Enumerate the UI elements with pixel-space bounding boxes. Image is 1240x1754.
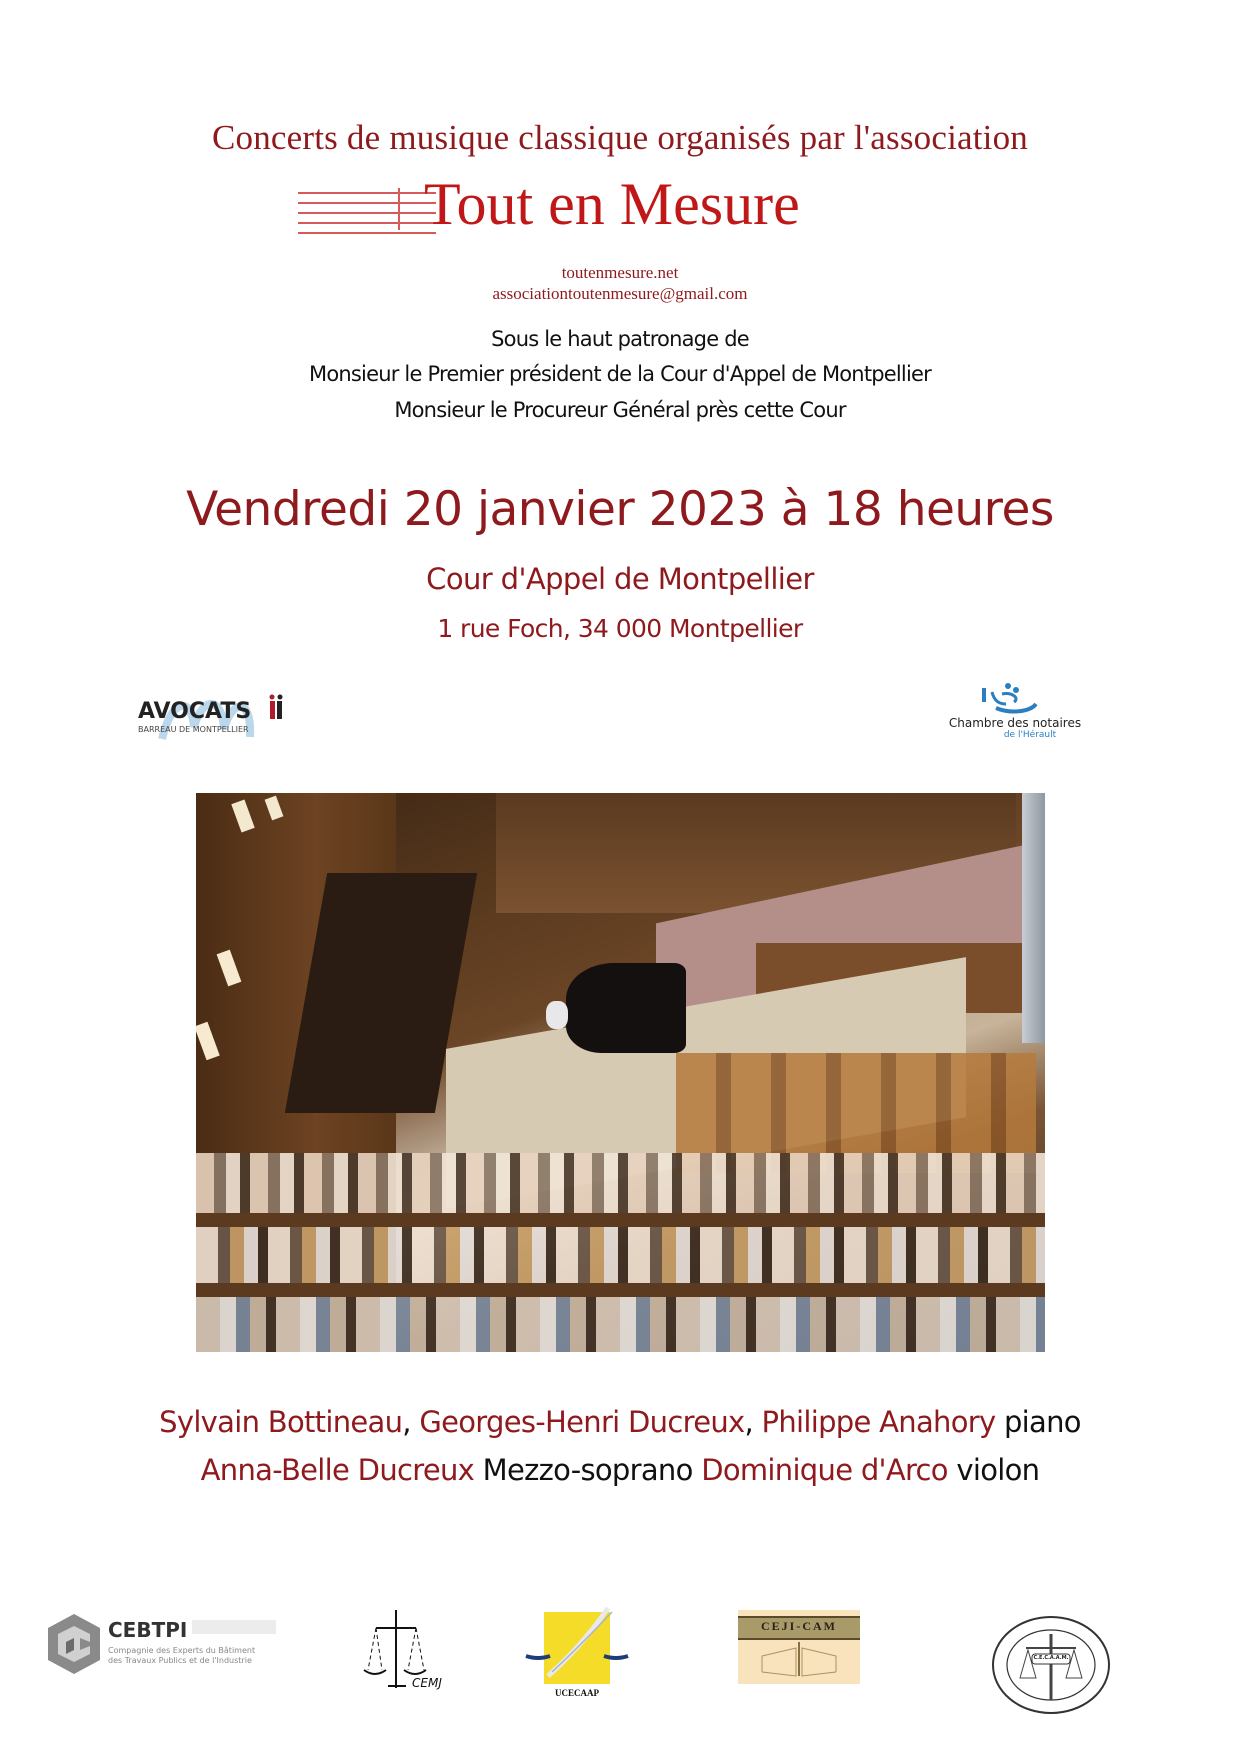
performer-name: Georges-Henri Ducreux — [419, 1405, 745, 1439]
ceji-cam-name: CEJI-CAM — [761, 1619, 837, 1633]
avocats-name: AVOCATS — [138, 699, 252, 724]
email-link[interactable]: associationtoutenmesure@gmail.com — [492, 284, 748, 303]
patronage-heading: Sous le haut patronage de — [491, 327, 749, 351]
performer-name: Anna-Belle Ducreux — [200, 1453, 475, 1487]
event-address: 1 rue Foch, 34 000 Montpellier — [437, 614, 803, 643]
avocats-subtitle: BARREAU DE MONTPELLIER — [138, 725, 249, 734]
intro-heading: Concerts de musique classique organisés par l'association — [211, 118, 1029, 157]
ucecaap-name: UCECAAP — [555, 1688, 599, 1698]
performer-name: Dominique d'Arco — [701, 1453, 948, 1487]
website-link[interactable]: toutenmesure.net — [561, 263, 679, 282]
notaires-subtitle: de l'Hérault — [1003, 730, 1057, 740]
performers-line-1 — [0, 1405, 1240, 1439]
cecaam-seal-icon — [990, 1614, 1112, 1716]
ceji-cam-building-icon — [758, 1642, 840, 1680]
cebtpi-cube-icon — [46, 1612, 102, 1676]
association-logo — [296, 171, 896, 246]
cebtpi-subtitle: des Travaux Publics et de l'Industrie — [108, 1656, 252, 1665]
ucecaap-emblem-icon — [522, 1606, 632, 1686]
ceji-cam-logo — [738, 1610, 860, 1684]
notaires-name: Chambre des notaires — [948, 716, 1082, 730]
association-name: Tout en Mesure — [424, 171, 800, 237]
notaires-logo — [940, 680, 1090, 742]
concert-photo — [196, 793, 1045, 1352]
event-date: Vendredi 20 janvier 2023 à 18 heures — [186, 482, 1054, 537]
cecaam-name: C.E.C.A.A.M. — [1033, 1655, 1069, 1661]
cebtpi-subtitle: Compagnie des Experts du Bâtiment — [108, 1646, 256, 1655]
performer-role: Mezzo-soprano — [474, 1453, 702, 1487]
performer-role: piano — [995, 1405, 1081, 1439]
separator: , — [744, 1405, 762, 1439]
ucecaap-logo — [522, 1606, 632, 1702]
cemj-logo — [360, 1606, 460, 1694]
cemj-name: CEMJ — [412, 1676, 442, 1690]
cebtpi-logo — [46, 1612, 286, 1676]
performers-line-2 — [0, 1453, 1240, 1487]
notaires-emblem-icon — [940, 680, 1090, 716]
cebtpi-name: CEBTPI — [108, 1618, 188, 1642]
patronage-line: Monsieur le Procureur Général près cette Cour — [394, 398, 846, 422]
avocats-logo — [132, 687, 292, 749]
performer-name: Sylvain Bottineau — [159, 1405, 403, 1439]
patronage-line: Monsieur le Premier président de la Cour d'Appel de Montpellier — [309, 362, 931, 386]
separator: , — [402, 1405, 420, 1439]
performer-name: Philippe Anahory — [761, 1405, 996, 1439]
cecaam-logo — [990, 1614, 1112, 1716]
performer-role: violon — [947, 1453, 1040, 1487]
event-venue: Cour d'Appel de Montpellier — [426, 562, 814, 596]
